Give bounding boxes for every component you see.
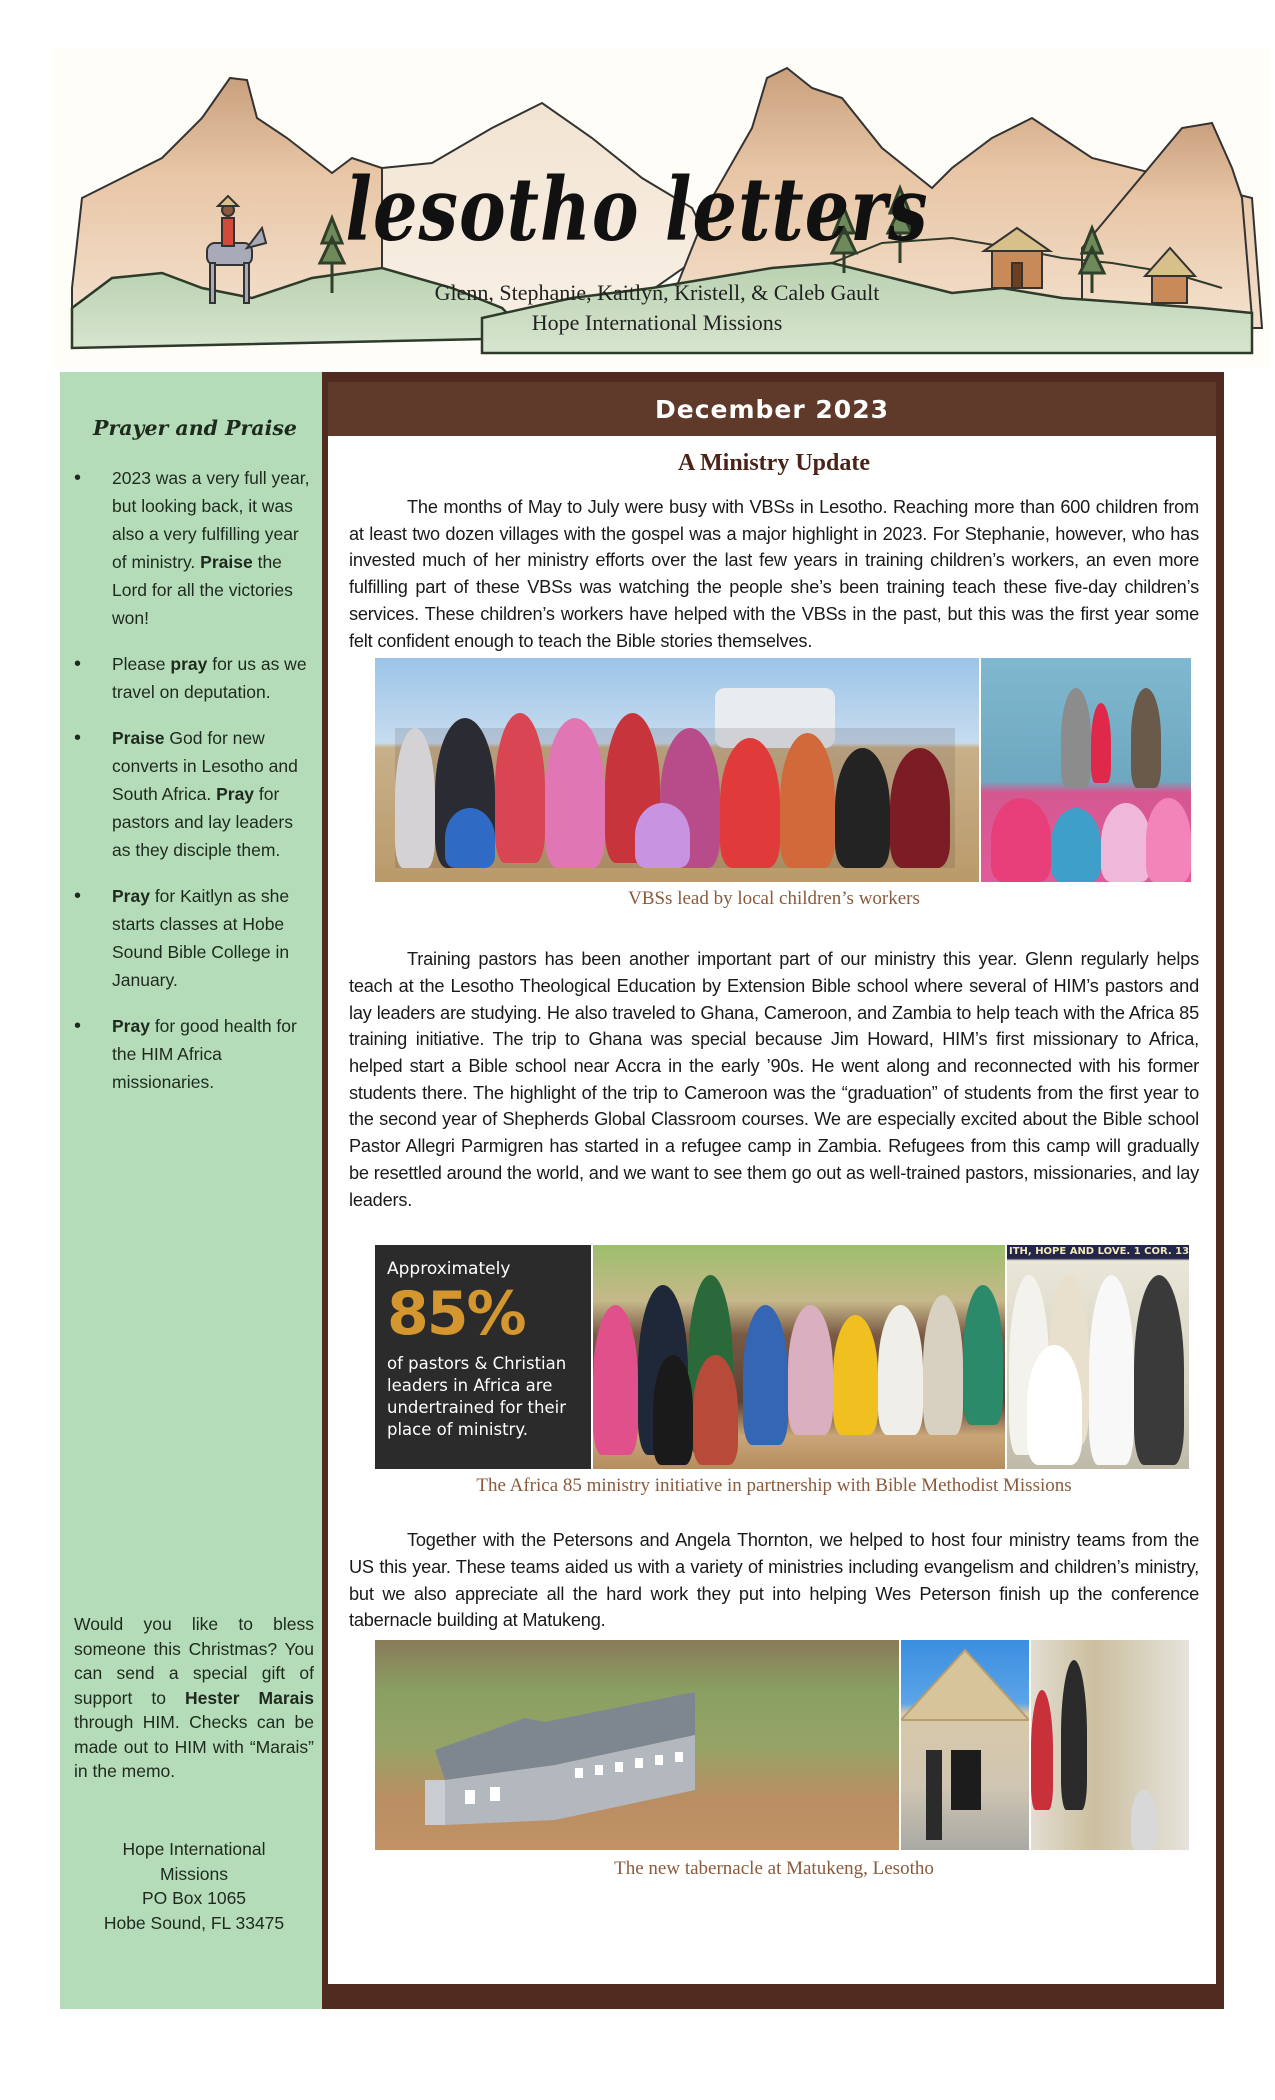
- prayer-text: for good health for the HIM Africa missionaries.: [112, 1016, 297, 1092]
- africa85-group-photo: [593, 1245, 1005, 1469]
- prayer-emphasis: Praise: [200, 552, 253, 572]
- prayer-item: [74, 882, 312, 994]
- prayer-text: for pastors and lay leaders as they disciple them.: [112, 784, 293, 860]
- christmas-gift-note: [74, 1612, 314, 1784]
- address-line-4: Hobe Sound, FL 33475: [103, 1912, 285, 1933]
- prayer-item: [74, 724, 312, 864]
- prayer-emphasis: Pray: [112, 886, 150, 906]
- address-line-3: PO Box 1065: [141, 1888, 247, 1908]
- tabernacle-aerial-photo: [375, 1640, 899, 1850]
- prayer-emphasis: Pray: [216, 784, 255, 804]
- prayer-text: God for new converts in Lesotho and South Africa.: [112, 728, 298, 804]
- prayer-text: the Lord for all the victories won!: [112, 552, 293, 628]
- roof-construction-photo: [901, 1640, 1029, 1850]
- caption-africa85: The Africa 85 ministry initiative in partnership with Bible Methodist Missions: [476, 1475, 1072, 1497]
- roof-trusses-image: [901, 1640, 1029, 1850]
- ghana-banner-text: ITH, HOPE AND LOVE. 1 COR. 13: [1009, 1246, 1189, 1258]
- main-article-frame: [322, 372, 1224, 2009]
- family-names: Glenn, Stephanie, Kaitlyn, Kristell, & Caleb Gault: [434, 280, 880, 305]
- issue-date-header: [328, 382, 1216, 436]
- prayer-item: [74, 464, 312, 632]
- africa85-stat-card: [375, 1245, 591, 1469]
- masthead-banner: [52, 48, 1270, 368]
- africa85-description: of pastors & Christian leaders in Africa are undertrained for their place of ministry.: [387, 1354, 567, 1440]
- prayer-item: [74, 1012, 312, 1096]
- paragraph-vbs: The months of May to July were busy with VBSs in Lesotho. Reaching more than 600 children from at least two dozen villages with the gospel was a major highlight in 2023. For Stephanie, however, who has invested much of her ministry efforts over the last few years in training children’s workers, an even more fulfilling part of these VBSs was watching the people she’s been training teach these five-day children’s services. These children’s workers have helped with the VBSs in the past, but this was the first year some felt confident enough to teach the Bible stories themselves.: [349, 497, 1199, 651]
- address-line-2: Missions: [159, 1863, 229, 1884]
- africa85-percent: 85%: [387, 1279, 525, 1350]
- africa85-photo-row: [375, 1245, 1199, 1469]
- prayer-emphasis: Pray: [112, 1016, 150, 1036]
- prayer-text: for us as we travel on deputation.: [112, 654, 307, 702]
- prayer-praise-sidebar: [60, 372, 322, 2009]
- issue-date: December 2023: [655, 394, 889, 424]
- vbs-photo-row: [375, 658, 1199, 882]
- africa85-approx-label: Approximately: [387, 1259, 511, 1280]
- sidebar-title: Prayer and Praise: [93, 416, 297, 440]
- prayer-text: 2023 was a very full year, but looking back, it was also a very fulfilling year of ministry.: [112, 468, 310, 572]
- bless-text-pre: Would you like to bless someone this Christmas? You can send a special gift of support to: [74, 1614, 314, 1708]
- paragraph-training-pastors: Training pastors has been another important part of our ministry this year. Glenn regularly helps teach at the Lesotho Theological Education by Extension Bible school where several of HIM’s pastors and lay leaders are studying. He also traveled to Ghana, Cameroon, and Zambia to help teach with the Africa 85 training initiative. The trip to Ghana was special because Jim Howard, HIM’s first missionary to Africa, helped start a Bible school near Accra in the early ’90s. He went along and reconnected with his former students there. The highlight of the trip to Cameroon was the “graduation” of students from the first year to the second year of Shepherds Global Classroom courses. We are especially excited about the Bible school Pastor Allegri Parmigren has started in a refugee camp in Zambia. Refugees from this camp will gradually be resettled around the world, and we want to see them go out as well-trained pastors, missionaries, and lay leaders.: [349, 949, 1199, 1210]
- bless-recipient-name: Hester Marais: [185, 1687, 314, 1708]
- prayer-text: for Kaitlyn as she starts classes at Hobe Sound Bible College in January.: [112, 886, 290, 990]
- article-body: [328, 436, 1216, 1984]
- tabernacle-photo-row: [375, 1640, 1199, 1850]
- tabernacle-building-image: [375, 1640, 899, 1850]
- ghana-group-photo: [1007, 1245, 1189, 1469]
- paragraph-ministry-teams: Together with the Petersons and Angela Thornton, we helped to host four ministry teams from the US this year. These teams aided us with a variety of ministries including evangelism and children’s ministry, but we also appreciate all the hard work they put into helping Wes Peterson finish up the conference tabernacle building at Matukeng.: [349, 1530, 1199, 1631]
- vbs-group-photo: [375, 658, 979, 882]
- address-line-1: Hope International: [122, 1839, 266, 1859]
- prayer-emphasis: Praise: [112, 728, 165, 748]
- prayer-emphasis: pray: [170, 654, 208, 674]
- article-title: A Ministry Update: [678, 450, 870, 476]
- caption-vbs: VBSs lead by local children’s workers: [628, 888, 920, 910]
- prayer-item: [74, 650, 312, 706]
- organization-name: Hope International Missions: [531, 310, 783, 335]
- prayer-text: Please: [112, 654, 171, 674]
- prayer-list: [74, 464, 312, 1096]
- interior-framing-photo: [1031, 1640, 1189, 1850]
- mailing-address: [74, 1837, 314, 1935]
- caption-tabernacle: The new tabernacle at Matukeng, Lesotho: [614, 1858, 934, 1880]
- bless-text-post: through HIM. Checks can be made out to HIM with “Marais” in the memo.: [74, 1712, 314, 1781]
- newsletter-title: lesotho letters: [345, 157, 929, 262]
- vbs-classroom-photo: [981, 658, 1191, 882]
